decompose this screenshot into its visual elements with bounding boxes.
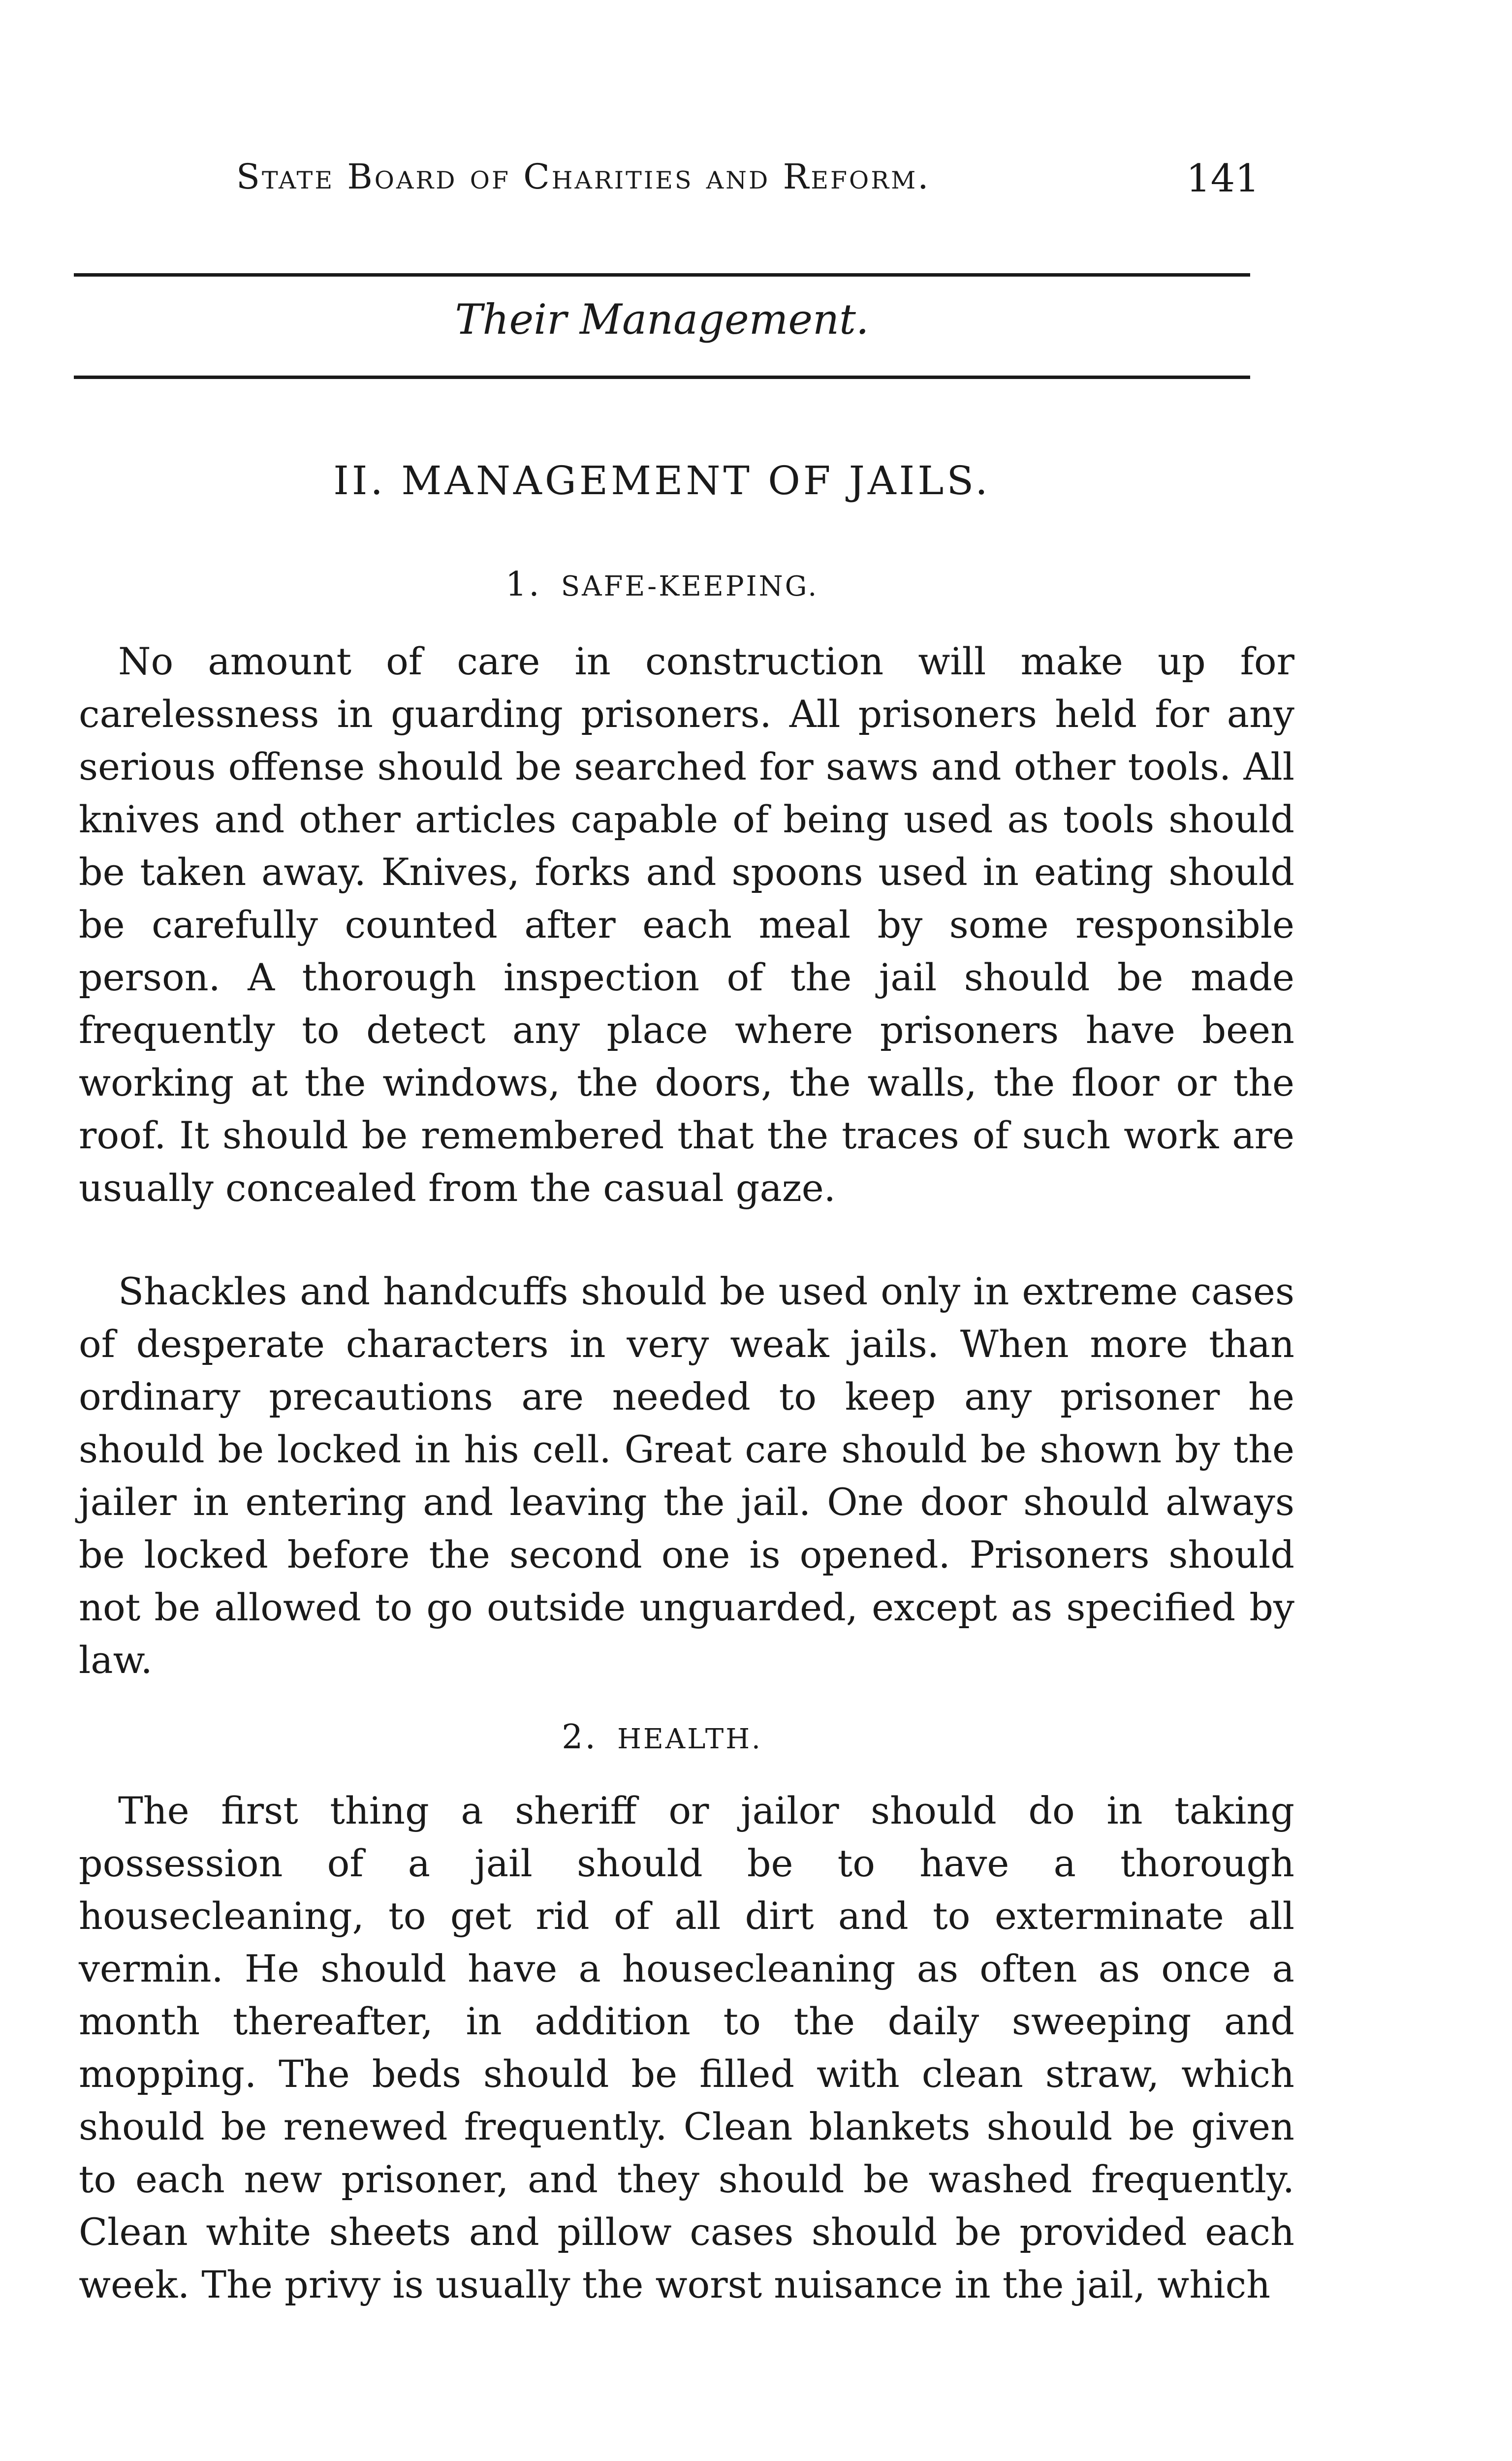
header-rule-bottom (74, 376, 1250, 379)
section-number: 1. (505, 565, 541, 604)
paragraph: No amount of care in construction will make up for carelessness in guarding prisoners. All prisoners held for any serious offense should be searched for saws and other tools. All knives and other articles capable of being used as tools should be taken away. Knives, forks and spoons used in eating should be carefully counted after each meal by some responsible person. A thorough inspection of the jail should be made frequently to detect any place where prisoners have been working at the windows, the doors, the walls, the floor or the roof. It should be remembered that the traces of such work are usually concealed from the casual gaze. (79, 639, 1294, 1210)
section-caption: Their Management. (455, 295, 869, 344)
chapter-heading: II. MANAGEMENT OF JAILS. (333, 458, 991, 504)
section-title: HEALTH. (617, 1723, 762, 1755)
page-number: 141 (1186, 157, 1260, 201)
paragraph: Shackles and handcuffs should be used only in extreme cases of desperate characters in very weak jails. When more than ordinary precautions are needed to keep any prisoner he should be locked in his cell. Great care should be shown by the jailer in entering and leaving the jail. One door should always be locked before the second one is opened. Prisoners should not be allowed to go outside unguarded, except as specified by law. (79, 1269, 1294, 1682)
section-title: SAFE-KEEPING. (561, 570, 819, 602)
running-head-title: State Board of Charities and Reform. (236, 157, 931, 197)
paragraph-block (79, 1265, 1294, 1686)
section-heading-health (0, 1718, 1324, 1757)
paragraph-block (79, 635, 1294, 1214)
section-heading-safe-keeping (0, 565, 1324, 604)
header-rule-top (74, 273, 1250, 277)
paragraph-block (79, 1784, 1294, 2311)
paragraph: The first thing a sheriff or jailor should do in taking possession of a jail should be to have a thorough housecleaning, to get rid of all dirt and to exterminate all vermin. He should have a housecleaning as often as once a month thereafter, in addition to the daily sweeping and mopping. The beds should be filled with clean straw, which should be renewed frequently. Clean blankets should be given to each new prisoner, and they should be washed frequently. Clean white sheets and pillow cases should be provided each week. The privy is usually the worst nuisance in the jail, which (79, 1789, 1294, 2306)
section-number: 2. (562, 1718, 598, 1757)
